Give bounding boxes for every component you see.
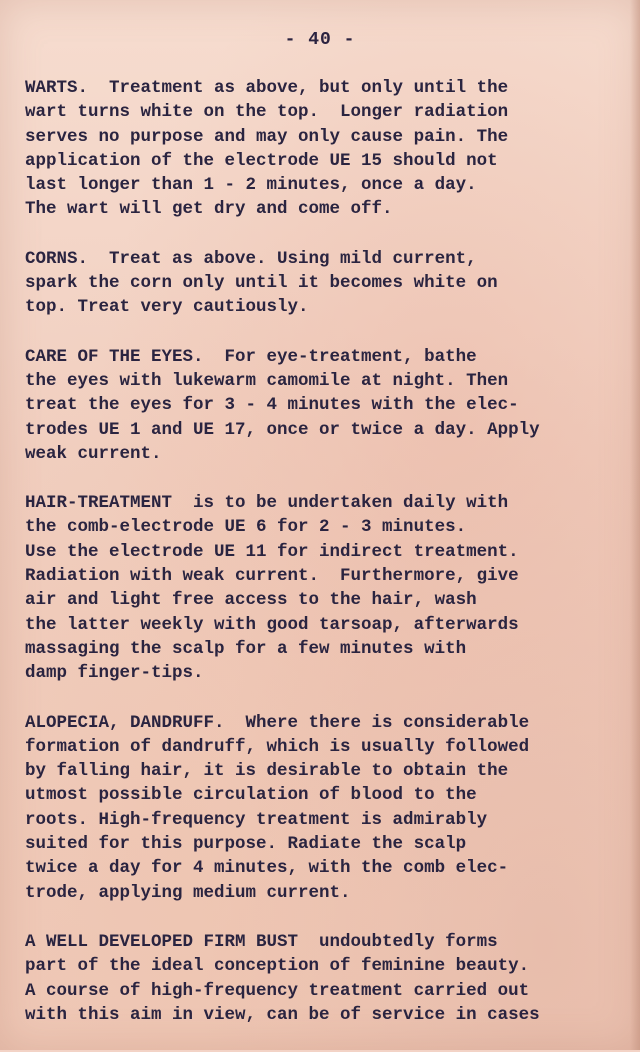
text-line: ALOPECIA, DANDRUFF. Where there is considerable bbox=[25, 712, 530, 733]
text-line: application of the electrode UE 15 should not bbox=[25, 150, 498, 171]
page-edge-shadow bbox=[630, 0, 640, 1050]
text-line: suited for this purpose. Radiate the scalp bbox=[25, 834, 467, 855]
paragraph-alopecia-dandruff bbox=[25, 711, 615, 905]
text-line: the eyes with lukewarm camomile at night. Then bbox=[25, 370, 509, 391]
page-number: - 40 - bbox=[284, 30, 356, 50]
text-line: twice a day for 4 minutes, with the comb elec- bbox=[25, 858, 509, 879]
text-line: the comb-electrode UE 6 for 2 - 3 minutes. bbox=[25, 517, 467, 538]
text-line: Radiation with weak current. Furthermore, give bbox=[25, 566, 519, 587]
text-line: with this aim in view, can be of service in cases bbox=[25, 1004, 540, 1025]
text-line: the latter weekly with good tarsoap, afterwards bbox=[25, 614, 519, 635]
text-line: top. Treat very cautiously. bbox=[25, 297, 309, 318]
text-line: air and light free access to the hair, wash bbox=[25, 590, 477, 611]
text-line: weak current. bbox=[25, 443, 162, 464]
text-line: utmost possible circulation of blood to the bbox=[25, 785, 477, 806]
text-line: A course of high-frequency treatment carried out bbox=[25, 980, 530, 1001]
text-line: WARTS. Treatment as above, but only until the bbox=[25, 78, 509, 98]
text-line: massaging the scalp for a few minutes with bbox=[25, 638, 467, 659]
text-line: spark the corn only until it becomes white on bbox=[25, 273, 498, 294]
text-line: CARE OF THE EYES. For eye-treatment, bathe bbox=[25, 346, 477, 367]
text-line: last longer than 1 - 2 minutes, once a day. bbox=[25, 175, 477, 196]
text-line: A WELL DEVELOPED FIRM BUST undoubtedly forms bbox=[25, 931, 498, 952]
text-line: treat the eyes for 3 - 4 minutes with the elec- bbox=[25, 395, 519, 416]
paragraph-care-of-the-eyes bbox=[25, 345, 615, 466]
text-line: CORNS. Treat as above. Using mild current, bbox=[25, 248, 477, 269]
text-line: damp finger-tips. bbox=[25, 663, 204, 684]
text-line: by falling hair, it is desirable to obtain the bbox=[25, 761, 509, 782]
paragraph-hair-treatment bbox=[25, 491, 615, 685]
paragraph-corns bbox=[25, 247, 615, 320]
text-line: trode, applying medium current. bbox=[25, 882, 351, 903]
text-line: HAIR-TREATMENT is to be undertaken daily with bbox=[25, 493, 509, 514]
text-line: formation of dandruff, which is usually followed bbox=[25, 736, 530, 757]
text-line: The wart will get dry and come off. bbox=[25, 199, 393, 220]
text-line: wart turns white on the top. Longer radiation bbox=[25, 102, 509, 123]
paragraph-well-developed-firm-bust bbox=[25, 930, 615, 1027]
text-line: trodes UE 1 and UE 17, once or twice a day. Apply bbox=[25, 419, 540, 440]
page-body bbox=[25, 76, 615, 1052]
text-line: roots. High-frequency treatment is admirably bbox=[25, 809, 488, 830]
paragraph-warts bbox=[25, 76, 615, 222]
text-line: Use the electrode UE 11 for indirect treatment. bbox=[25, 541, 519, 562]
text-line: part of the ideal conception of feminine beauty. bbox=[25, 956, 530, 977]
text-line: serves no purpose and may only cause pain. The bbox=[25, 126, 509, 147]
